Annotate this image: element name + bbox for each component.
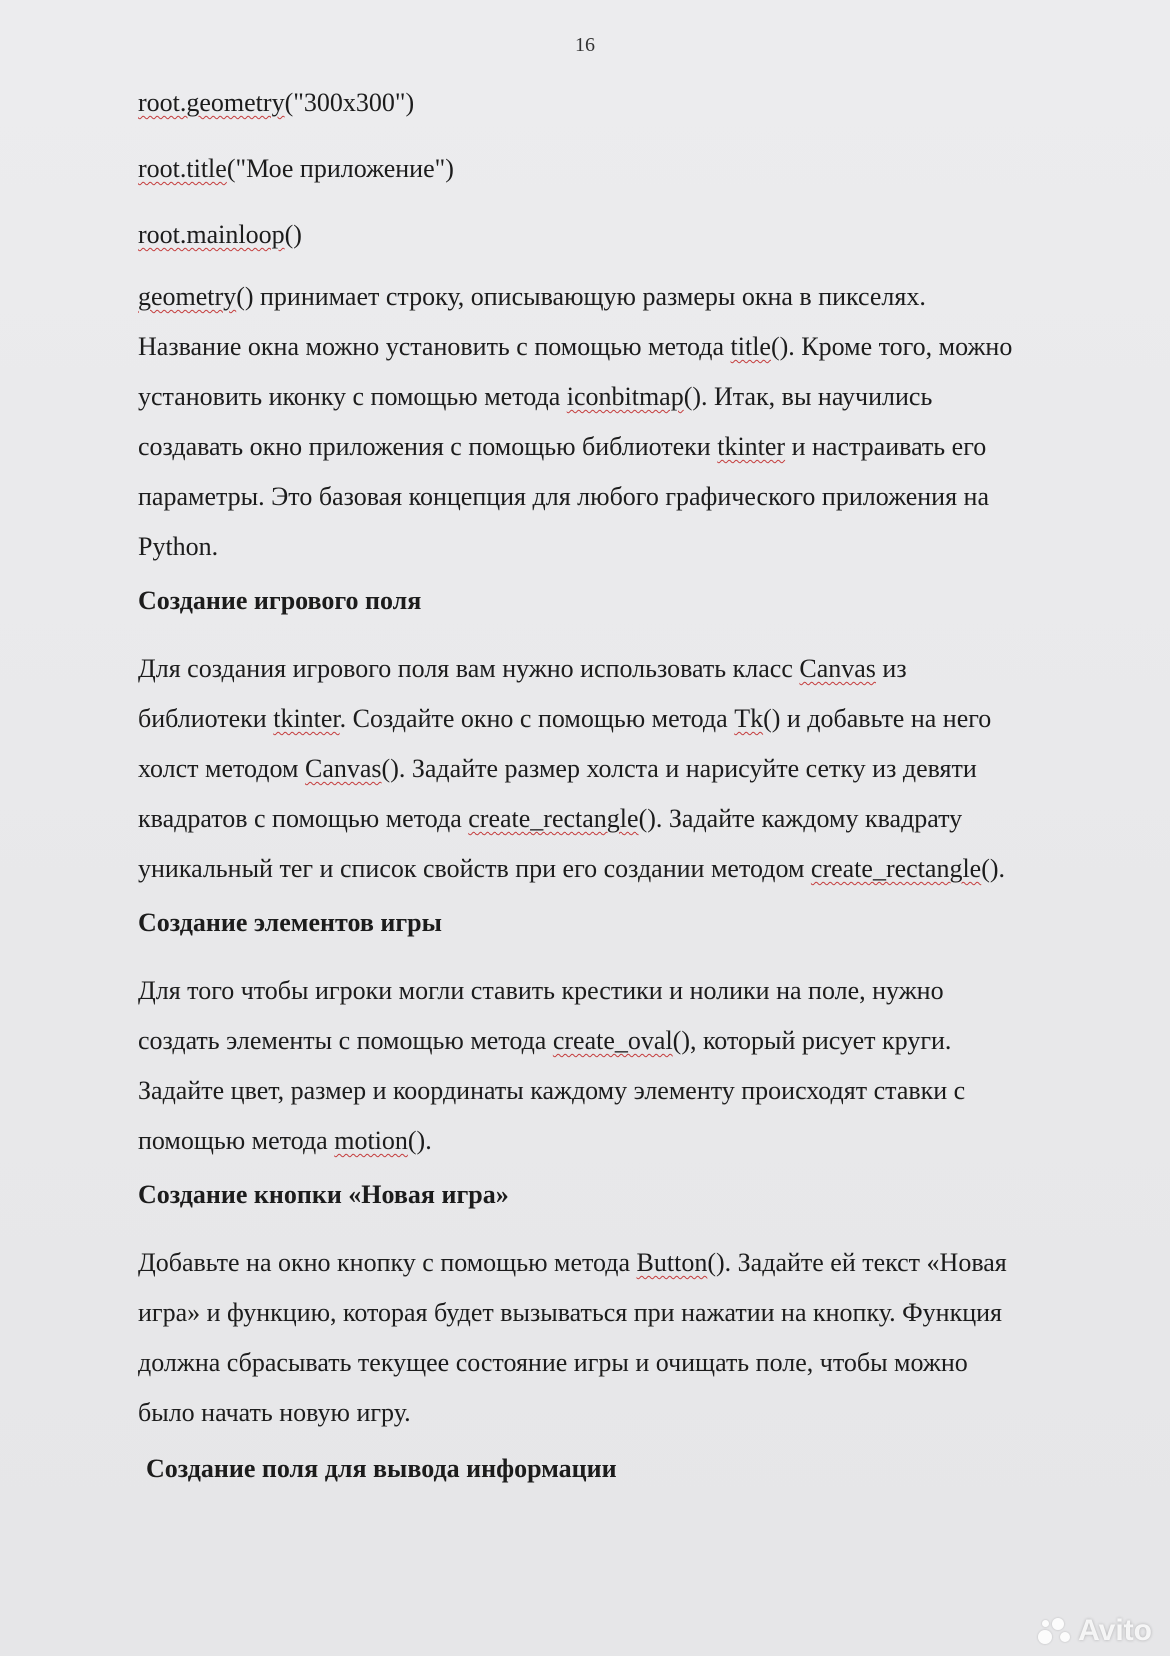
text-line: помощью метода motion().: [138, 1126, 432, 1155]
text-line: библиотеки tkinter. Создайте окно с помощью метода Tk() и добавьте на него: [138, 704, 992, 733]
section-heading: Создание поля для вывода информации: [146, 1454, 617, 1483]
text-line: уникальный тег и список свойств при его создании методом create_rectangle().: [138, 854, 1006, 883]
text-line: установить иконку с помощью метода iconbitmap(). Итак, вы научились: [138, 382, 933, 411]
section-heading: Создание игрового поля: [138, 586, 422, 615]
paragraph-game-field: [138, 644, 1128, 894]
text-line: создавать окно приложения с помощью библиотеки tkinter и настраивать его: [138, 432, 987, 461]
code-line: root.title("Мое приложение"): [138, 154, 454, 183]
avito-logo-icon: [1038, 1616, 1072, 1646]
text-line: параметры. Это базовая концепция для любого графического приложения на: [138, 482, 989, 511]
text-line: должна сбрасывать текущее состояние игры и очищать поле, чтобы можно: [138, 1348, 968, 1377]
text-line: Название окна можно установить с помощью метода title(). Кроме того, можно: [138, 332, 1013, 361]
page-content: [138, 86, 1128, 1486]
code-block: [138, 86, 1128, 252]
text-line: Для создания игрового поля вам нужно использовать класс Canvas из: [138, 654, 907, 683]
text-line: Добавьте на окно кнопку с помощью метода Button(). Задайте ей текст «Новая: [138, 1248, 1007, 1277]
text-line: холст методом Canvas(). Задайте размер холста и нарисуйте сетку из девяти: [138, 754, 977, 783]
text-line: Задайте цвет, размер и координаты каждому элементу происходят ставки с: [138, 1076, 966, 1105]
section-heading: Создание элементов игры: [138, 908, 442, 937]
text-line: создать элементы с помощью метода create_oval(), который рисует круги.: [138, 1026, 952, 1055]
code-line: root.mainloop(): [138, 220, 302, 249]
section-heading: Создание кнопки «Новая игра»: [138, 1180, 509, 1209]
paragraph-new-game-button: [138, 1238, 1128, 1438]
paragraph-game-elements: [138, 966, 1128, 1166]
watermark-text: Avito: [1078, 1614, 1152, 1647]
page-number: 16: [575, 34, 595, 56]
watermark: [1038, 1614, 1152, 1648]
paragraph-window-setup: [138, 272, 1128, 572]
text-line: было начать новую игру.: [138, 1398, 411, 1427]
text-line: квадратов с помощью метода create_rectangle(). Задайте каждому квадрату: [138, 804, 963, 833]
text-line: geometry() принимает строку, описывающую размеры окна в пикселях.: [138, 282, 926, 311]
text-line: игра» и функцию, которая будет вызываться при нажатии на кнопку. Функция: [138, 1298, 1003, 1327]
text-line: Для того чтобы игроки могли ставить крестики и нолики на поле, нужно: [138, 976, 944, 1005]
text-line: Python.: [138, 532, 219, 561]
code-line: root.geometry("300x300"): [138, 88, 415, 117]
